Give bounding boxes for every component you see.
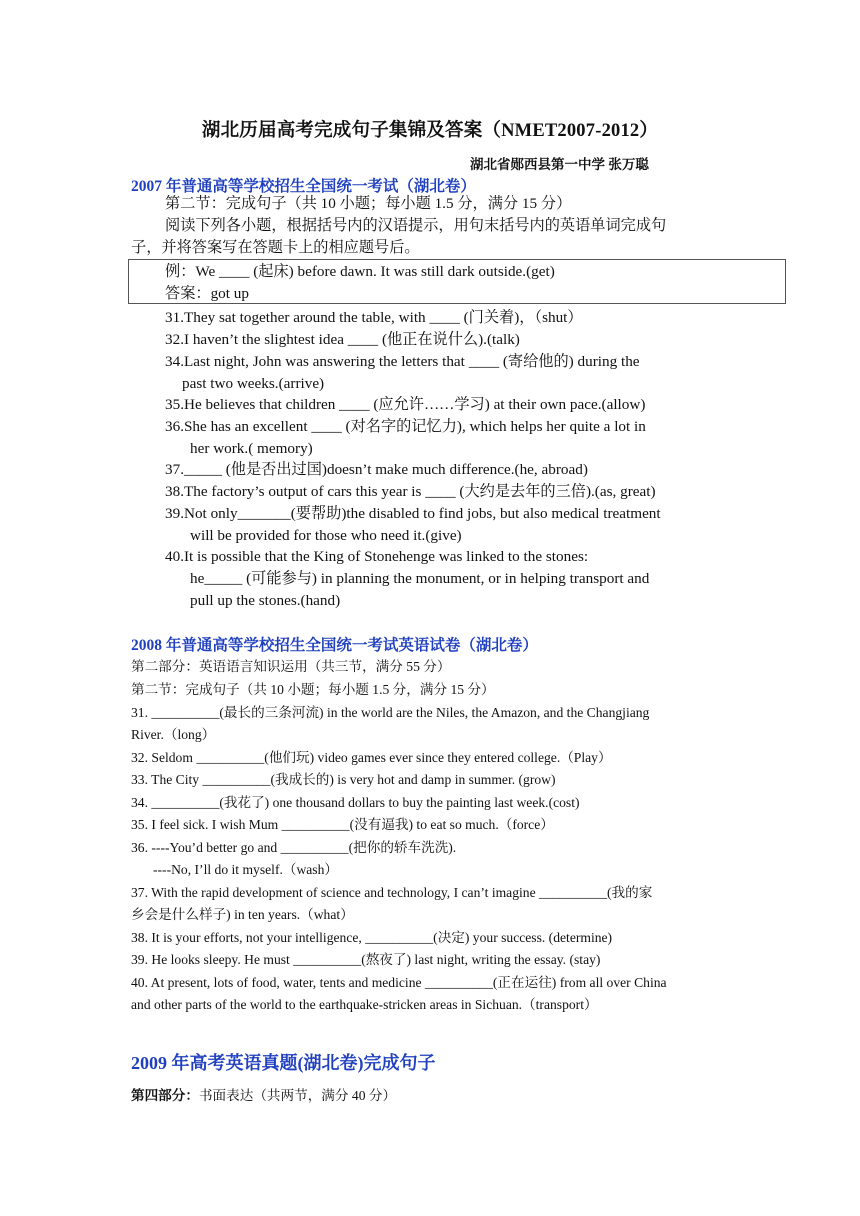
- q2007-40-line3: pull up the stones.(hand): [190, 592, 341, 609]
- section-2009-part-text: 书面表达（共两节，满分 40 分）: [198, 1088, 397, 1103]
- q2007-34-line2: past two weeks.(arrive): [182, 375, 325, 392]
- section-2009-part: [131, 1086, 396, 1106]
- q2007-31: 31.They sat together around the table, with ____ (门关着)，（shut）: [165, 309, 583, 326]
- q2008-37-line2: 乡会是什么样子) in ten years.（what）: [131, 907, 354, 922]
- section-2007-instruction-1: 阅读下列各小题，根据括号内的汉语提示，用句末括号内的英语单词完成句: [165, 217, 667, 234]
- q2007-39-line1: 39.Not only_______(要帮助)the disabled to find jobs, but also medical treatment: [165, 505, 661, 522]
- q2007-34-line1: 34.Last night, John was answering the letters that ____ (寄给他的) during the: [165, 353, 640, 370]
- q2008-38: 38. It is your efforts, not your intelligence, __________(决定) your success. (determine): [131, 930, 613, 945]
- q2008-39: 39. He looks sleepy. He must __________(熬夜了) last night, writing the essay. (stay): [131, 952, 601, 967]
- q2007-37: 37._____ (他是否出过国)doesn’t make much difference.(he, abroad): [165, 461, 588, 478]
- section-2008-subsection: 第二节：完成句子（共 10 小题；每小题 1.5 分，满分 15 分）: [131, 682, 495, 697]
- document-title: 湖北历届高考完成句子集锦及答案（NMET2007-2012）: [201, 121, 659, 141]
- section-2007-heading: 2007 年普通高等学校招生全国统一考试（湖北卷）: [131, 178, 476, 195]
- example-question: 例：We ____ (起床) before dawn. It was still dark outside.(get): [165, 263, 555, 280]
- q2007-40-line1: 40.It is possible that the King of Stonehenge was linked to the stones:: [165, 548, 589, 565]
- q2007-39-line2: will be provided for those who need it.(give): [190, 527, 462, 544]
- q2008-31-line2: River.（long）: [131, 727, 216, 742]
- q2008-40-line2: and other parts of the world to the earthquake-stricken areas in Sichuan.（transport）: [131, 997, 598, 1012]
- q2008-33: 33. The City __________(我成长的) is very hot and damp in summer. (grow): [131, 772, 556, 787]
- example-answer: 答案：got up: [165, 285, 249, 302]
- q2008-32: 32. Seldom __________(他们玩) video games ever since they entered college.（Play）: [131, 750, 612, 765]
- q2008-35: 35. I feel sick. I wish Mum __________(没有逼我) to eat so much.（force）: [131, 817, 554, 832]
- q2007-32: 32.I haven’t the slightest idea ____ (他正在说什么).(talk): [165, 331, 520, 348]
- q2008-36-line1: 36. ----You’d better go and __________(把你的轿车洗洗).: [131, 840, 457, 855]
- q2007-35: 35.He believes that children ____ (应允许……学习) at their own pace.(allow): [165, 396, 646, 413]
- section-2008-part: 第二部分：英语语言知识运用（共三节，满分 55 分）: [131, 659, 451, 674]
- section-2007-instruction-2: 子，并将答案写在答题卡上的相应题号后。: [131, 239, 420, 256]
- q2008-36-line2: ----No, I’ll do it myself.（wash）: [153, 862, 338, 877]
- section-2009-part-label: 第四部分：: [131, 1088, 199, 1103]
- q2008-40-line1: 40. At present, lots of food, water, tents and medicine __________(正在运往) from all over China: [131, 975, 667, 990]
- q2007-36-line1: 36.She has an excellent ____ (对名字的记忆力), which helps her quite a lot in: [165, 418, 646, 435]
- q2008-34: 34. __________(我花了) one thousand dollars to buy the painting last week.(cost): [131, 795, 580, 810]
- q2007-40-line2: he_____ (可能参与) in planning the monument, or in helping transport and: [190, 570, 650, 587]
- section-2009-heading: 2009 年高考英语真题(湖北卷)完成句子: [131, 1053, 436, 1073]
- author-line: 湖北省郧西县第一中学 张万聪: [470, 157, 649, 172]
- section-2008-heading: 2008 年普通高等学校招生全国统一考试英语试卷（湖北卷）: [131, 637, 538, 654]
- q2008-31-line1: 31. __________(最长的三条河流) in the world are the Niles, the Amazon, and the Changjiang: [131, 705, 650, 720]
- section-2007-part: 第二节：完成句子（共 10 小题；每小题 1.5 分，满分 15 分）: [165, 195, 572, 212]
- q2007-38: 38.The factory’s output of cars this year is ____ (大约是去年的三倍).(as, great): [165, 483, 656, 500]
- q2007-36-line2: her work.( memory): [190, 440, 313, 457]
- q2008-37-line1: 37. With the rapid development of science and technology, I can’t imagine __________(我的家: [131, 885, 653, 900]
